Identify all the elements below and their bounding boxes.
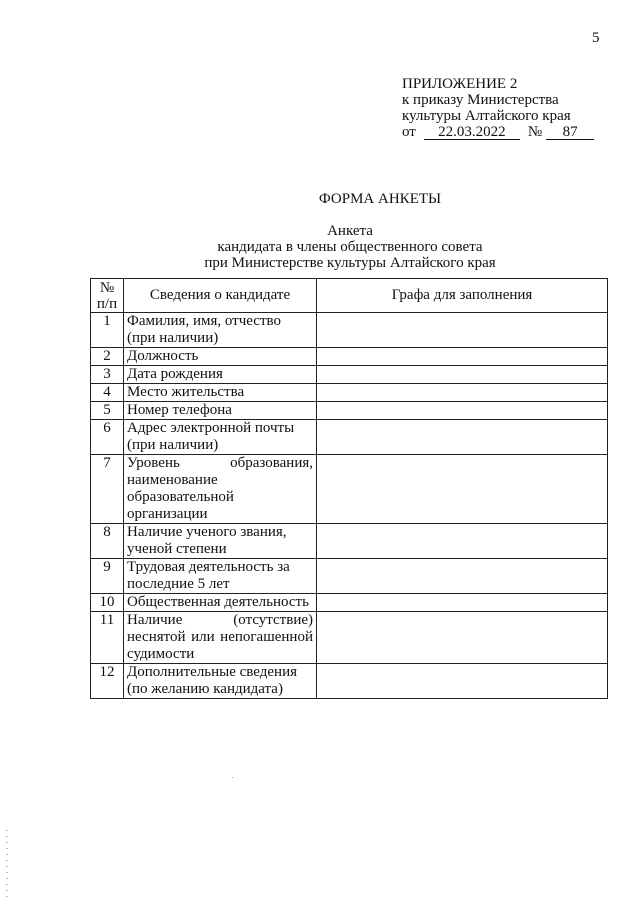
row-label: Уровень образования, наименование образовательной организации xyxy=(124,455,317,524)
fill-cell[interactable] xyxy=(317,612,608,664)
order-number: 87 xyxy=(546,125,594,140)
page-number: 5 xyxy=(592,30,600,46)
header-candidate-info: Сведения о кандидате xyxy=(124,279,317,313)
header-number-symbol: № xyxy=(99,279,115,296)
form-title: ФОРМА АНКЕТЫ xyxy=(318,191,442,207)
date-prefix: от xyxy=(402,124,416,140)
questionnaire-title: Анкета xyxy=(327,223,373,239)
table-row xyxy=(91,664,608,699)
row-number: 8 xyxy=(91,524,124,559)
row-label: Номер телефона xyxy=(124,402,317,420)
table-row xyxy=(91,420,608,455)
appendix-block xyxy=(402,76,594,140)
scan-margin-marks xyxy=(6,830,8,900)
table-row xyxy=(91,348,608,366)
row-number: 9 xyxy=(91,559,124,594)
fill-cell[interactable] xyxy=(317,384,608,402)
row-number: 5 xyxy=(91,402,124,420)
row-label: Наличие (отсутствие) неснятой или непогашенной судимости xyxy=(124,612,317,664)
row-label: Трудовая деятельность за последние 5 лет xyxy=(124,559,317,594)
row-label: Наличие ученого звания, ученой степени xyxy=(124,524,317,559)
row-number: 2 xyxy=(91,348,124,366)
fill-cell[interactable] xyxy=(317,313,608,348)
table-row xyxy=(91,366,608,384)
order-date: 22.03.2022 xyxy=(424,125,520,140)
row-number: 1 xyxy=(91,313,124,348)
row-number: 3 xyxy=(91,366,124,384)
row-number: 4 xyxy=(91,384,124,402)
row-label: Место жительства xyxy=(124,384,317,402)
questionnaire-subtitle-2: при Министерстве культуры Алтайского края xyxy=(204,255,496,271)
row-number: 7 xyxy=(91,455,124,524)
table-row xyxy=(91,612,608,664)
appendix-title: ПРИЛОЖЕНИЕ 2 xyxy=(402,76,518,92)
header-number xyxy=(91,279,124,313)
table-row xyxy=(91,594,608,612)
fill-cell[interactable] xyxy=(317,664,608,699)
table-row xyxy=(91,559,608,594)
fill-cell[interactable] xyxy=(317,524,608,559)
table-row xyxy=(91,402,608,420)
number-label: № xyxy=(527,124,543,140)
table-row xyxy=(91,313,608,348)
row-number: 11 xyxy=(91,612,124,664)
fill-cell[interactable] xyxy=(317,348,608,366)
questionnaire-subtitle-1: кандидата в члены общественного совета xyxy=(217,239,483,255)
header-number-label: п/п xyxy=(96,295,118,312)
row-label: Фамилия, имя, отчество (при наличии) xyxy=(124,313,317,348)
row-number: 12 xyxy=(91,664,124,699)
table-header-row xyxy=(91,279,608,313)
row-label: Адрес электронной почты (при наличии) xyxy=(124,420,317,455)
row-label: Дополнительные сведения (по желанию кандидата) xyxy=(124,664,317,699)
table-row xyxy=(91,524,608,559)
fill-cell[interactable] xyxy=(317,402,608,420)
row-label: Дата рождения xyxy=(124,366,317,384)
fill-cell[interactable] xyxy=(317,455,608,524)
fill-cell[interactable] xyxy=(317,559,608,594)
row-number: 6 xyxy=(91,420,124,455)
row-label: Должность xyxy=(124,348,317,366)
appendix-order-line: к приказу Министерства xyxy=(402,92,559,108)
appendix-ministry-line: культуры Алтайского края xyxy=(402,108,571,124)
scan-speck xyxy=(232,777,233,778)
questionnaire-heading xyxy=(0,223,640,271)
fill-cell[interactable] xyxy=(317,366,608,384)
fill-cell[interactable] xyxy=(317,420,608,455)
row-number: 10 xyxy=(91,594,124,612)
row-label: Общественная деятельность xyxy=(124,594,317,612)
table-row xyxy=(91,384,608,402)
fill-cell[interactable] xyxy=(317,594,608,612)
questionnaire-table xyxy=(90,278,608,699)
table-row xyxy=(91,455,608,524)
appendix-date-line xyxy=(402,124,594,140)
header-fill-column: Графа для заполнения xyxy=(317,279,608,313)
